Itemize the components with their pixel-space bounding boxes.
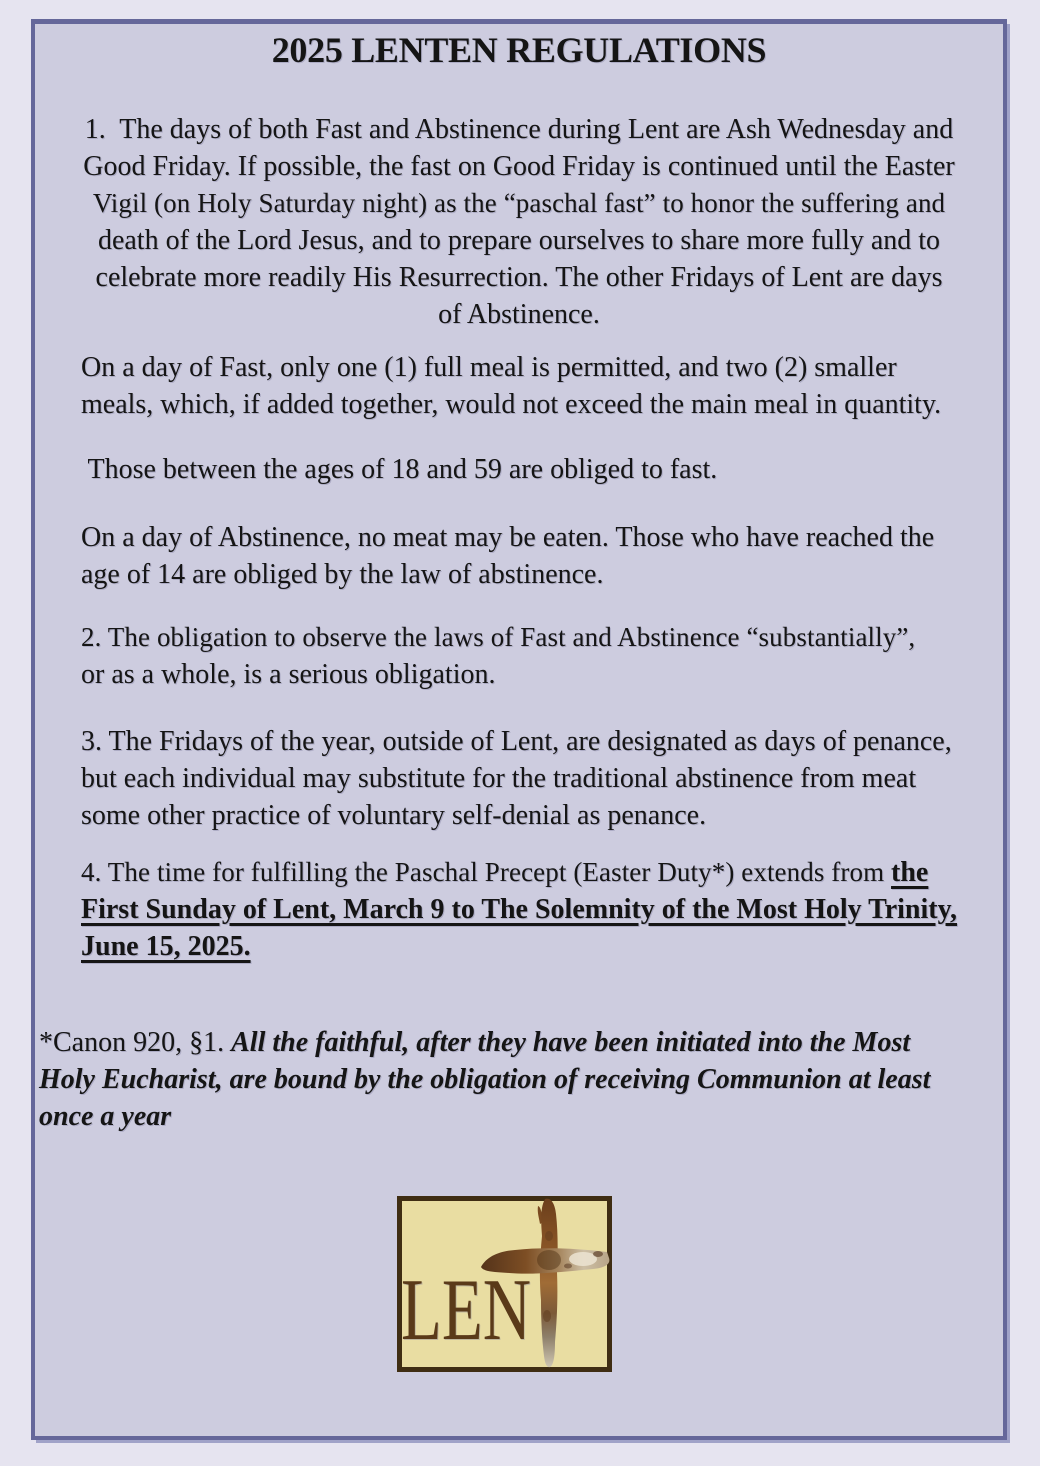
text-line — [39, 1061, 1003, 1098]
text-line — [81, 854, 1003, 891]
regulation-4-intro: 4. The time for fulfilling the Paschal Precept (Easter Duty*) extends from — [81, 857, 892, 887]
abstinence-rule-paragraph — [81, 519, 1003, 593]
text-line: or as a whole, is a serious obligation. — [81, 659, 496, 690]
regulation-1-paragraph — [35, 111, 1003, 333]
text-line — [81, 928, 1003, 965]
text-line: Good Friday. If possible, the fast on Good Friday is continued until the Easter — [83, 151, 955, 182]
lent-logo-image — [397, 1196, 612, 1372]
lent-word: LEN — [401, 1260, 531, 1359]
text-line: but each individual may substitute for the traditional abstinence from meat — [81, 763, 917, 794]
canon-quote: Holy Eucharist, are bound by the obligation of receiving Communion at least — [39, 1064, 931, 1095]
easter-duty-dates-start: the — [891, 857, 929, 888]
easter-duty-dates-end: June 15, 2025. — [81, 931, 251, 962]
text-line: death of the Lord Jesus, and to prepare ourselves to share more fully and to — [97, 225, 941, 256]
text-line: celebrate more readily His Resurrection. The other Fridays of Lent are days — [95, 262, 943, 293]
canon-quote: All the faithful, after they have been initiated into the Most — [231, 1027, 911, 1058]
regulation-3-paragraph — [81, 723, 1003, 834]
text-line: some other practice of voluntary self-denial as penance. — [81, 800, 707, 831]
fast-ages-paragraph — [81, 451, 1003, 488]
text-line: 2. The obligation to observe the laws of Fast and Abstinence “substantially”, — [81, 622, 916, 652]
lent-logo — [397, 1196, 612, 1372]
text-line: On a day of Fast, only one (1) full meal is permitted, and two (2) smaller — [81, 352, 897, 383]
text-line: 3. The Fridays of the year, outside of Lent, are designated as days of penance, — [81, 726, 952, 757]
text-line — [39, 1024, 1003, 1061]
canon-footnote-paragraph — [39, 1024, 1003, 1135]
canon-reference: *Canon 920, §1. — [39, 1027, 232, 1058]
regulations-panel — [31, 19, 1007, 1440]
text-line: age of 14 are obliged by the law of abstinence. — [81, 559, 604, 590]
canon-quote: once a year — [39, 1101, 172, 1132]
page-title: 2025 LENTEN REGULATIONS — [271, 30, 767, 70]
text-line: On a day of Abstinence, no meat may be eaten. Those who have reached the — [81, 522, 935, 553]
fast-rule-paragraph — [81, 349, 1003, 423]
text-line: Vigil (on Holy Saturday night) as the “paschal fast” to honor the suffering and — [92, 188, 946, 218]
text-line: Those between the ages of 18 and 59 are obliged to fast. — [81, 454, 718, 485]
easter-duty-dates-middle: First Sunday of Lent, March 9 to The Solemnity of the Most Holy Trinity, — [81, 894, 958, 925]
text-line: 1. The days of both Fast and Abstinence during Lent are Ash Wednesday and — [84, 114, 954, 145]
regulation-4-paragraph — [81, 854, 1003, 965]
regulation-2-paragraph — [81, 619, 1003, 693]
text-line: meals, which, if added together, would not exceed the main meal in quantity. — [81, 389, 942, 420]
text-line: of Abstinence. — [438, 299, 600, 330]
text-line — [39, 1098, 1003, 1135]
text-line — [81, 891, 1003, 928]
